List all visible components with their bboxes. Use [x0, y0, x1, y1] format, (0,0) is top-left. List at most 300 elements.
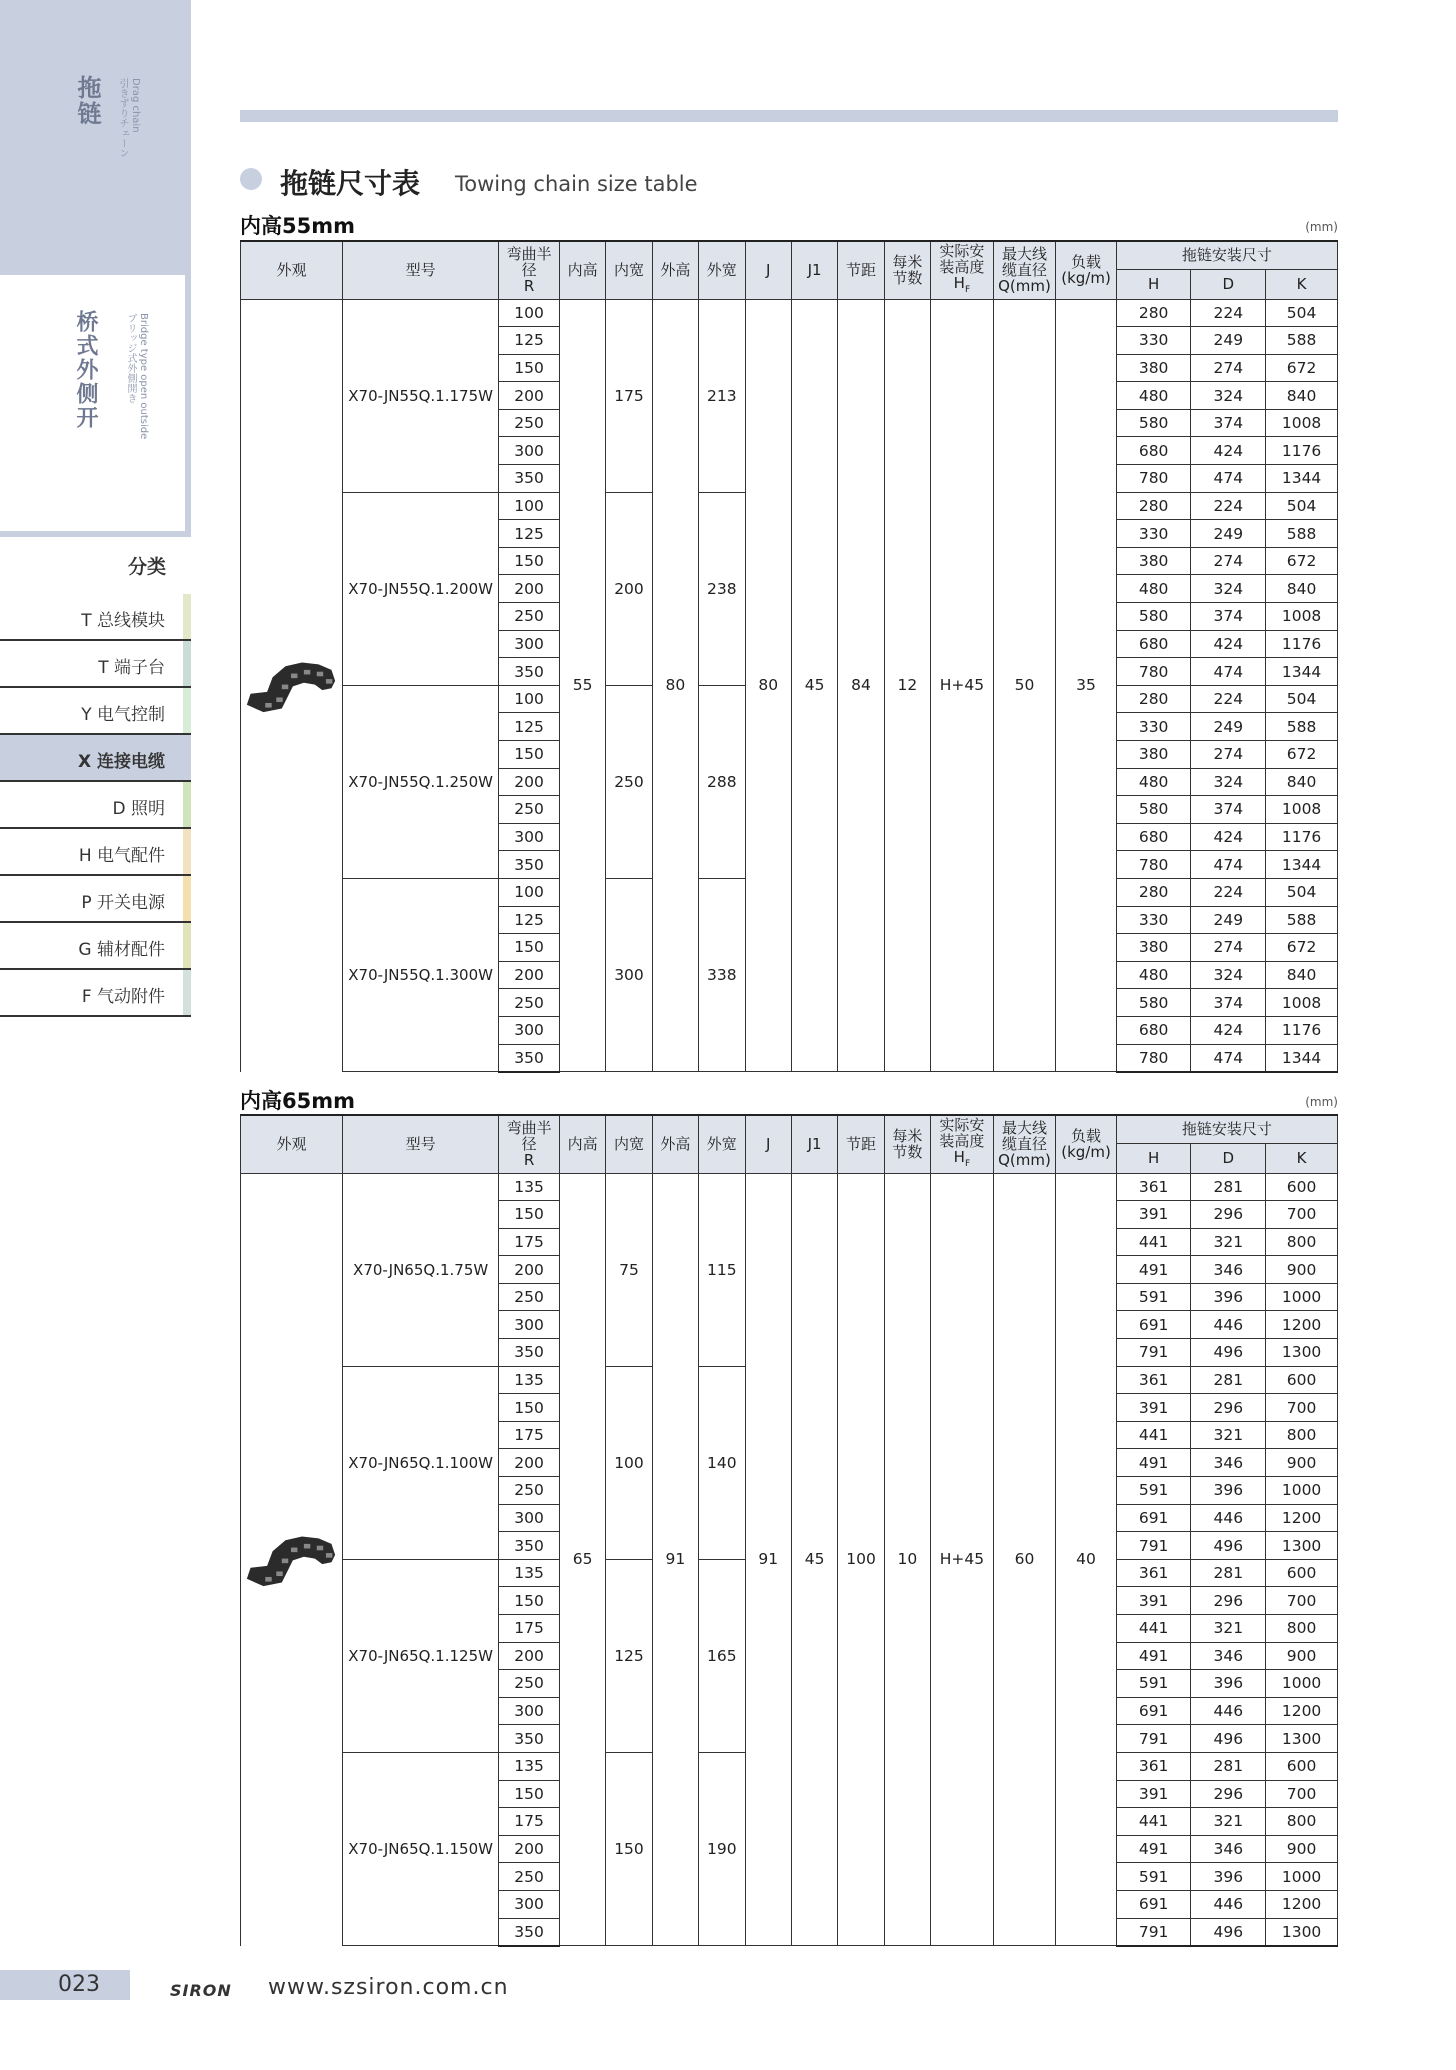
appearance-cell — [241, 1173, 343, 1946]
d-cell: 396 — [1191, 1863, 1266, 1891]
header-max-cable-line: 最大线 — [1001, 1119, 1047, 1138]
header-j1: J1 — [791, 1115, 837, 1173]
header-bend-radius-line: 弯曲半径 — [506, 245, 552, 280]
k-cell: 504 — [1266, 299, 1338, 327]
header-load-line: (kg/m) — [1061, 269, 1111, 288]
category-item[interactable] — [0, 594, 191, 641]
h-cell: 391 — [1116, 1394, 1191, 1422]
d-cell: 396 — [1191, 1477, 1266, 1505]
bend-radius-cell: 150 — [499, 934, 560, 962]
k-cell: 840 — [1266, 961, 1338, 989]
bend-radius-cell: 150 — [499, 1780, 560, 1808]
header-appearance: 外观 — [241, 241, 343, 299]
header-inner-width: 内宽 — [606, 241, 652, 299]
d-cell: 224 — [1191, 685, 1266, 713]
header-k: K — [1266, 1143, 1338, 1173]
bend-radius-cell: 175 — [499, 1615, 560, 1643]
h-cell: 361 — [1116, 1752, 1191, 1780]
bend-radius-cell: 200 — [499, 382, 560, 410]
h-cell: 691 — [1116, 1890, 1191, 1918]
category-color-tab — [183, 923, 191, 968]
header-d: D — [1191, 1143, 1266, 1173]
h-cell: 680 — [1116, 1016, 1191, 1044]
d-cell: 249 — [1191, 713, 1266, 741]
k-cell: 1300 — [1266, 1725, 1338, 1753]
header-model: 型号 — [342, 241, 498, 299]
d-cell: 446 — [1191, 1504, 1266, 1532]
category-label: G 辅材配件 — [78, 940, 165, 960]
header-install-height-line: 实际安 — [939, 1115, 985, 1134]
bend-radius-cell: 200 — [499, 1256, 560, 1284]
d-cell: 281 — [1191, 1559, 1266, 1587]
d-cell: 446 — [1191, 1890, 1266, 1918]
header-pitch: 节距 — [838, 241, 884, 299]
header-install-height — [931, 241, 994, 299]
section-label: 内高55mm — [240, 214, 355, 238]
section-subtitle-en: Drag chain — [130, 78, 141, 133]
header-inner-height: 内高 — [559, 1115, 605, 1173]
k-cell: 600 — [1266, 1366, 1338, 1394]
load-cell: 40 — [1056, 1173, 1117, 1946]
d-cell: 496 — [1191, 1918, 1266, 1946]
h-cell: 441 — [1116, 1228, 1191, 1256]
k-cell: 504 — [1266, 492, 1338, 520]
d-cell: 224 — [1191, 299, 1266, 327]
header-links-per-meter-line: 节数 — [892, 1143, 923, 1162]
bend-radius-cell: 125 — [499, 520, 560, 548]
category-color-tab — [183, 594, 191, 639]
bend-radius-cell: 300 — [499, 1504, 560, 1532]
d-cell: 374 — [1191, 989, 1266, 1017]
bend-radius-cell: 100 — [499, 492, 560, 520]
outer-width-cell: 165 — [699, 1559, 745, 1752]
k-cell: 1176 — [1266, 437, 1338, 465]
h-cell: 361 — [1116, 1366, 1191, 1394]
h-cell: 591 — [1116, 1283, 1191, 1311]
d-cell: 321 — [1191, 1421, 1266, 1449]
k-cell: 840 — [1266, 768, 1338, 796]
bend-radius-cell: 100 — [499, 878, 560, 906]
h-cell: 580 — [1116, 796, 1191, 824]
k-cell: 700 — [1266, 1394, 1338, 1422]
k-cell: 1300 — [1266, 1339, 1338, 1367]
inner-width-cell: 75 — [606, 1173, 652, 1366]
k-cell: 1200 — [1266, 1504, 1338, 1532]
category-label: D 照明 — [112, 799, 165, 819]
k-cell: 1000 — [1266, 1283, 1338, 1311]
h-cell: 380 — [1116, 934, 1191, 962]
h-cell: 391 — [1116, 1201, 1191, 1229]
d-cell: 396 — [1191, 1283, 1266, 1311]
h-cell: 780 — [1116, 465, 1191, 493]
bend-radius-cell: 125 — [499, 906, 560, 934]
category-item[interactable] — [0, 735, 191, 782]
header-model: 型号 — [342, 1115, 498, 1173]
d-cell: 446 — [1191, 1311, 1266, 1339]
bend-radius-cell: 175 — [499, 1228, 560, 1256]
h-cell: 491 — [1116, 1642, 1191, 1670]
k-cell: 800 — [1266, 1228, 1338, 1256]
header-max-cable-line: 最大线 — [1001, 245, 1047, 264]
bend-radius-cell: 125 — [499, 713, 560, 741]
page-number: 023 — [58, 1972, 100, 1997]
category-color-tab — [183, 782, 191, 827]
k-cell: 800 — [1266, 1615, 1338, 1643]
bend-radius-cell: 300 — [499, 437, 560, 465]
h-cell: 680 — [1116, 630, 1191, 658]
k-cell: 1200 — [1266, 1311, 1338, 1339]
d-cell: 324 — [1191, 768, 1266, 796]
category-title: 分类 — [127, 556, 166, 578]
h-cell: 280 — [1116, 299, 1191, 327]
h-cell: 591 — [1116, 1477, 1191, 1505]
bend-radius-cell: 200 — [499, 768, 560, 796]
h-cell: 441 — [1116, 1421, 1191, 1449]
section-subtitle — [116, 78, 142, 158]
header-load-line: (kg/m) — [1061, 1143, 1111, 1162]
outer-width-cell: 338 — [699, 878, 745, 1071]
k-cell: 1176 — [1266, 630, 1338, 658]
d-cell: 374 — [1191, 603, 1266, 631]
header-max-cable-line: 缆直径 — [1001, 261, 1047, 280]
bend-radius-cell: 135 — [499, 1173, 560, 1201]
h-cell: 330 — [1116, 520, 1191, 548]
d-cell: 224 — [1191, 492, 1266, 520]
h-cell: 591 — [1116, 1863, 1191, 1891]
bend-radius-cell: 350 — [499, 851, 560, 879]
header-outer-height: 外高 — [652, 241, 698, 299]
h-cell: 780 — [1116, 851, 1191, 879]
header-k: K — [1266, 269, 1338, 299]
max-cable-cell: 50 — [993, 299, 1056, 1072]
header-install-height-line: 装高度 — [939, 257, 985, 276]
drag-chain-image — [245, 657, 337, 714]
category-item[interactable] — [0, 782, 191, 829]
k-cell: 1200 — [1266, 1890, 1338, 1918]
install-height-cell: H+45 — [931, 299, 994, 1072]
pitch-cell: 84 — [838, 299, 884, 1072]
header-max-cable — [993, 241, 1056, 299]
category-label: P 开关电源 — [81, 893, 165, 913]
header-links-per-meter-line: 每米 — [892, 253, 923, 272]
k-cell: 672 — [1266, 934, 1338, 962]
bend-radius-cell: 300 — [499, 630, 560, 658]
header-bend-radius — [499, 241, 560, 299]
h-cell: 491 — [1116, 1449, 1191, 1477]
d-cell: 496 — [1191, 1725, 1266, 1753]
h-cell: 280 — [1116, 685, 1191, 713]
bend-radius-cell: 125 — [499, 327, 560, 355]
drag-chain-image — [245, 1531, 337, 1588]
h-cell: 380 — [1116, 741, 1191, 769]
d-cell: 274 — [1191, 354, 1266, 382]
category-item[interactable] — [0, 970, 191, 1017]
d-cell: 324 — [1191, 382, 1266, 410]
category-item[interactable] — [0, 829, 191, 876]
inner-width-cell: 200 — [606, 492, 652, 685]
category-color-tab — [183, 641, 191, 686]
k-cell: 1000 — [1266, 1863, 1338, 1891]
k-cell: 1300 — [1266, 1532, 1338, 1560]
bend-radius-cell: 135 — [499, 1752, 560, 1780]
header-h: H — [1116, 1143, 1191, 1173]
header-outer-width: 外宽 — [699, 1115, 745, 1173]
k-cell: 672 — [1266, 354, 1338, 382]
category-color-tab — [183, 735, 191, 780]
bend-radius-cell: 300 — [499, 1311, 560, 1339]
bend-radius-cell: 150 — [499, 547, 560, 575]
k-cell: 1000 — [1266, 1670, 1338, 1698]
d-cell: 496 — [1191, 1532, 1266, 1560]
outer-width-cell: 115 — [699, 1173, 745, 1366]
h-cell: 330 — [1116, 906, 1191, 934]
header-outer-width: 外宽 — [699, 241, 745, 299]
k-cell: 1344 — [1266, 1044, 1338, 1072]
bend-radius-cell: 250 — [499, 1863, 560, 1891]
k-cell: 840 — [1266, 382, 1338, 410]
bend-radius-cell: 250 — [499, 1477, 560, 1505]
d-cell: 324 — [1191, 575, 1266, 603]
header-bar — [240, 110, 1338, 122]
max-cable-cell: 60 — [993, 1173, 1056, 1946]
category-item[interactable] — [0, 641, 191, 688]
header-load — [1056, 1115, 1117, 1173]
h-cell: 580 — [1116, 989, 1191, 1017]
header-max-cable-line: Q(mm) — [998, 1151, 1051, 1170]
d-cell: 374 — [1191, 409, 1266, 437]
d-cell: 296 — [1191, 1201, 1266, 1229]
h-cell: 361 — [1116, 1173, 1191, 1201]
model-cell: X70-JN55Q.1.250W — [342, 685, 498, 878]
k-cell: 800 — [1266, 1421, 1338, 1449]
inner-width-cell: 250 — [606, 685, 652, 878]
spec-table — [240, 1114, 1338, 1947]
outer-width-cell: 140 — [699, 1366, 745, 1559]
header-links-per-meter — [884, 1115, 930, 1173]
k-cell: 800 — [1266, 1808, 1338, 1836]
bend-radius-cell: 350 — [499, 658, 560, 686]
k-cell: 1176 — [1266, 1016, 1338, 1044]
pitch-cell: 100 — [838, 1173, 884, 1946]
h-cell: 580 — [1116, 409, 1191, 437]
outer-height-cell: 91 — [652, 1173, 698, 1946]
inner-width-cell: 125 — [606, 1559, 652, 1752]
subsection-title: 桥式外侧开 — [73, 310, 98, 430]
k-cell: 1200 — [1266, 1697, 1338, 1725]
h-cell: 680 — [1116, 437, 1191, 465]
bend-radius-cell: 150 — [499, 1394, 560, 1422]
k-cell: 1300 — [1266, 1918, 1338, 1946]
table-row — [241, 299, 1338, 327]
k-cell: 1008 — [1266, 796, 1338, 824]
d-cell: 396 — [1191, 1670, 1266, 1698]
category-color-tab — [183, 970, 191, 1015]
d-cell: 346 — [1191, 1642, 1266, 1670]
d-cell: 249 — [1191, 327, 1266, 355]
model-cell: X70-JN55Q.1.175W — [342, 299, 498, 492]
header-install-height-line — [931, 275, 993, 298]
k-cell: 588 — [1266, 327, 1338, 355]
model-cell: X70-JN65Q.1.125W — [342, 1559, 498, 1752]
d-cell: 474 — [1191, 851, 1266, 879]
sidebar-section-header — [0, 0, 191, 275]
page-title-en: Towing chain size table — [455, 172, 698, 196]
d-cell: 321 — [1191, 1808, 1266, 1836]
k-cell: 840 — [1266, 575, 1338, 603]
d-cell: 474 — [1191, 465, 1266, 493]
header-inner-width: 内宽 — [606, 1115, 652, 1173]
unit-label: (mm) — [1305, 220, 1338, 234]
header-j1: J1 — [791, 241, 837, 299]
header-links-per-meter-line: 节数 — [892, 269, 923, 288]
bend-radius-cell: 100 — [499, 685, 560, 713]
h-cell: 580 — [1116, 603, 1191, 631]
footer-url[interactable]: www.szsiron.com.cn — [268, 1975, 509, 2000]
j-cell: 91 — [745, 1173, 791, 1946]
header-install-dims: 拖链安装尺寸 — [1116, 241, 1337, 269]
bend-radius-cell: 200 — [499, 961, 560, 989]
header-install-height-sub: F — [964, 1158, 971, 1169]
category-item[interactable] — [0, 876, 191, 923]
k-cell: 700 — [1266, 1587, 1338, 1615]
section-title: 拖链 — [73, 75, 101, 127]
bend-radius-cell: 175 — [499, 1421, 560, 1449]
spec-table — [240, 240, 1338, 1073]
h-cell: 791 — [1116, 1918, 1191, 1946]
h-cell: 591 — [1116, 1670, 1191, 1698]
d-cell: 474 — [1191, 1044, 1266, 1072]
header-max-cable-line: Q(mm) — [998, 277, 1051, 296]
d-cell: 446 — [1191, 1697, 1266, 1725]
inner-width-cell: 100 — [606, 1366, 652, 1559]
sidebar-subsection — [0, 275, 191, 537]
category-label: F 气动附件 — [81, 987, 165, 1007]
d-cell: 321 — [1191, 1615, 1266, 1643]
header-pitch: 节距 — [838, 1115, 884, 1173]
h-cell: 780 — [1116, 1044, 1191, 1072]
header-bend-radius-line: R — [523, 1151, 535, 1170]
k-cell: 1344 — [1266, 851, 1338, 879]
h-cell: 791 — [1116, 1725, 1191, 1753]
footer-brand-logo: SIRON — [170, 1981, 232, 2000]
k-cell: 900 — [1266, 1449, 1338, 1477]
bend-radius-cell: 150 — [499, 354, 560, 382]
header-install-height — [931, 1115, 994, 1173]
subsection-subtitle — [124, 313, 150, 439]
k-cell: 900 — [1266, 1835, 1338, 1863]
bend-radius-cell: 200 — [499, 575, 560, 603]
subsection-subtitle-jp: ブリッジ式外側開き — [125, 313, 136, 403]
d-cell: 274 — [1191, 934, 1266, 962]
k-cell: 900 — [1266, 1642, 1338, 1670]
header-h: H — [1116, 269, 1191, 299]
inner-height-cell: 65 — [559, 1173, 605, 1946]
bend-radius-cell: 200 — [499, 1835, 560, 1863]
bend-radius-cell: 200 — [499, 1642, 560, 1670]
load-cell: 35 — [1056, 299, 1117, 1072]
k-cell: 600 — [1266, 1559, 1338, 1587]
d-cell: 296 — [1191, 1587, 1266, 1615]
j-cell: 80 — [745, 299, 791, 1072]
k-cell: 1344 — [1266, 658, 1338, 686]
inner-width-cell: 150 — [606, 1752, 652, 1945]
model-cell: X70-JN65Q.1.150W — [342, 1752, 498, 1945]
h-cell: 691 — [1116, 1311, 1191, 1339]
h-cell: 380 — [1116, 354, 1191, 382]
bend-radius-cell: 300 — [499, 1697, 560, 1725]
bend-radius-cell: 300 — [499, 823, 560, 851]
h-cell: 480 — [1116, 768, 1191, 796]
section-subtitle-jp: 引きずりチェーン — [117, 78, 128, 158]
header-d: D — [1191, 269, 1266, 299]
bend-radius-cell: 350 — [499, 1339, 560, 1367]
outer-width-cell: 288 — [699, 685, 745, 878]
d-cell: 224 — [1191, 878, 1266, 906]
bend-radius-cell: 150 — [499, 1587, 560, 1615]
h-cell: 480 — [1116, 575, 1191, 603]
bend-radius-cell: 300 — [499, 1890, 560, 1918]
d-cell: 296 — [1191, 1780, 1266, 1808]
k-cell: 1176 — [1266, 823, 1338, 851]
j1-cell: 45 — [791, 299, 837, 1072]
k-cell: 504 — [1266, 685, 1338, 713]
k-cell: 672 — [1266, 547, 1338, 575]
header-links-per-meter-line: 每米 — [892, 1127, 923, 1146]
inner-width-cell: 300 — [606, 878, 652, 1071]
header-install-height-line — [931, 1149, 993, 1172]
k-cell: 1344 — [1266, 465, 1338, 493]
d-cell: 346 — [1191, 1256, 1266, 1284]
d-cell: 424 — [1191, 1016, 1266, 1044]
table-row — [241, 1173, 1338, 1201]
header-appearance: 外观 — [241, 1115, 343, 1173]
k-cell: 672 — [1266, 741, 1338, 769]
category-item[interactable] — [0, 688, 191, 735]
h-cell: 680 — [1116, 823, 1191, 851]
h-cell: 691 — [1116, 1697, 1191, 1725]
bend-radius-cell: 250 — [499, 1283, 560, 1311]
k-cell: 900 — [1266, 1256, 1338, 1284]
section-label: 内高65mm — [240, 1089, 355, 1113]
d-cell: 424 — [1191, 630, 1266, 658]
j1-cell: 45 — [791, 1173, 837, 1946]
model-cell: X70-JN55Q.1.200W — [342, 492, 498, 685]
d-cell: 424 — [1191, 823, 1266, 851]
category-list — [0, 594, 191, 1017]
k-cell: 504 — [1266, 878, 1338, 906]
model-cell: X70-JN65Q.1.100W — [342, 1366, 498, 1559]
d-cell: 296 — [1191, 1394, 1266, 1422]
header-max-cable-line: 缆直径 — [1001, 1135, 1047, 1154]
h-cell: 480 — [1116, 382, 1191, 410]
d-cell: 374 — [1191, 796, 1266, 824]
bend-radius-cell: 250 — [499, 989, 560, 1017]
category-item[interactable] — [0, 923, 191, 970]
bend-radius-cell: 250 — [499, 409, 560, 437]
category-label: X 连接电缆 — [77, 752, 165, 772]
h-cell: 441 — [1116, 1615, 1191, 1643]
h-cell: 330 — [1116, 327, 1191, 355]
outer-width-cell: 213 — [699, 299, 745, 492]
h-cell: 791 — [1116, 1339, 1191, 1367]
h-cell: 691 — [1116, 1504, 1191, 1532]
k-cell: 1008 — [1266, 989, 1338, 1017]
bend-radius-cell: 300 — [499, 1016, 560, 1044]
header-bend-radius-line: R — [523, 277, 535, 296]
header-install-height-line: 装高度 — [939, 1131, 985, 1150]
header-load-line: 负载 — [1071, 253, 1102, 272]
header-j: J — [745, 1115, 791, 1173]
